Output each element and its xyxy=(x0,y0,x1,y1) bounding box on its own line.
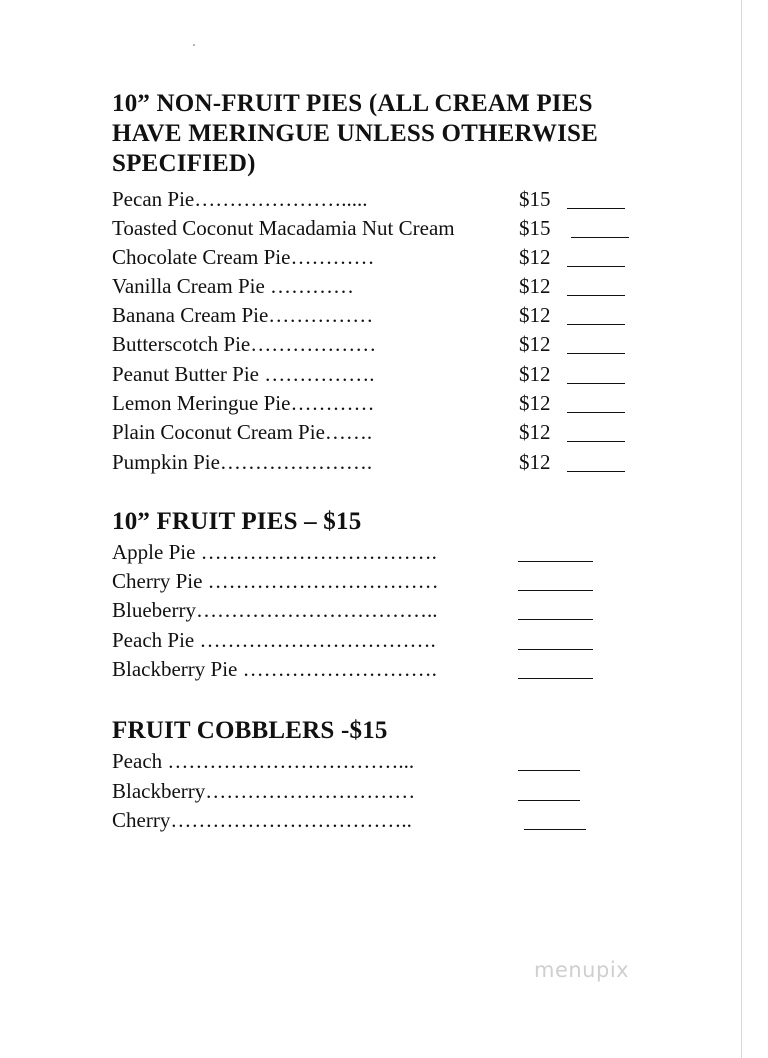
item-label: Peach Pie ……………………………. xyxy=(112,628,436,652)
item-label: Cherry Pie …………………………… xyxy=(112,569,439,593)
menu-item xyxy=(112,567,439,596)
non-fruit-pies-heading xyxy=(112,89,598,179)
quantity-blank[interactable] xyxy=(567,208,625,209)
item-label: Blueberry…………………………….. xyxy=(112,598,438,622)
item-price: $12 xyxy=(519,362,551,386)
item-price: $15 xyxy=(519,216,551,240)
watermark-logo: menupix xyxy=(534,958,630,982)
quantity-blank[interactable] xyxy=(518,800,580,801)
item-label: Vanilla Cream Pie ………… xyxy=(112,274,355,298)
menu-item xyxy=(112,538,437,567)
heading-line: SPECIFIED) xyxy=(112,150,256,177)
heading-line: 10” NON-FRUIT PIES (ALL CREAM PIES xyxy=(112,90,593,117)
item-label: Blackberry………………………… xyxy=(112,779,416,803)
quantity-blank[interactable] xyxy=(567,324,625,325)
item-label: Toasted Coconut Macadamia Nut Cream xyxy=(112,216,455,240)
heading-line: FRUIT COBBLERS -$15 xyxy=(112,717,388,744)
item-label: Cherry…………………………….. xyxy=(112,808,412,832)
item-label: Banana Cream Pie…………… xyxy=(112,303,374,327)
heading-line: 10” FRUIT PIES – $15 xyxy=(112,508,362,535)
quantity-blank[interactable] xyxy=(567,471,625,472)
quantity-blank[interactable] xyxy=(567,266,625,267)
menu-item xyxy=(112,777,416,806)
fruit-pies-heading xyxy=(112,507,361,537)
item-price: $12 xyxy=(519,274,551,298)
item-label: Apple Pie ……………………………. xyxy=(112,540,437,564)
item-price: $12 xyxy=(519,332,551,356)
menu-item xyxy=(112,272,551,301)
quantity-blank[interactable] xyxy=(518,678,593,679)
menu-item xyxy=(112,747,415,776)
quantity-blank[interactable] xyxy=(567,412,625,413)
menu-item xyxy=(112,596,438,625)
quantity-blank[interactable] xyxy=(518,770,580,771)
item-label: Peanut Butter Pie ……………. xyxy=(112,362,375,386)
menu-item xyxy=(112,389,551,418)
menu-item xyxy=(112,360,551,389)
item-label: Pumpkin Pie…………………. xyxy=(112,450,373,474)
menu-item xyxy=(112,214,551,243)
quantity-blank[interactable] xyxy=(524,829,586,830)
item-label: Pecan Pie…………………..... xyxy=(112,187,368,211)
menu-item xyxy=(112,330,551,359)
item-label: Butterscotch Pie……………… xyxy=(112,332,377,356)
item-label: Peach ……………………………... xyxy=(112,749,415,773)
menu-item xyxy=(112,301,551,330)
quantity-blank[interactable] xyxy=(518,619,593,620)
quantity-blank[interactable] xyxy=(567,383,625,384)
scan-speck xyxy=(193,44,195,46)
item-price: $15 xyxy=(519,187,551,211)
quantity-blank[interactable] xyxy=(518,649,593,650)
item-price: $12 xyxy=(519,420,551,444)
heading-line: HAVE MERINGUE UNLESS OTHERWISE xyxy=(112,120,599,147)
scan-edge-line xyxy=(741,0,742,1058)
item-label: Blackberry Pie ………………………. xyxy=(112,657,437,681)
menu-item xyxy=(112,418,551,447)
menu-item xyxy=(112,626,436,655)
menu-item xyxy=(112,655,437,684)
quantity-blank[interactable] xyxy=(567,441,625,442)
quantity-blank[interactable] xyxy=(567,295,625,296)
quantity-blank[interactable] xyxy=(571,237,629,238)
item-label: Chocolate Cream Pie………… xyxy=(112,245,375,269)
fruit-cobblers-heading xyxy=(112,716,388,746)
item-price: $12 xyxy=(519,245,551,269)
item-price: $12 xyxy=(519,303,551,327)
quantity-blank[interactable] xyxy=(518,590,593,591)
menu-item xyxy=(112,185,551,214)
quantity-blank[interactable] xyxy=(518,561,593,562)
menu-item xyxy=(112,448,551,477)
menu-item xyxy=(112,243,551,272)
quantity-blank[interactable] xyxy=(567,353,625,354)
item-label: Plain Coconut Cream Pie……. xyxy=(112,420,373,444)
item-label: Lemon Meringue Pie………… xyxy=(112,391,375,415)
item-price: $12 xyxy=(519,391,551,415)
menu-item xyxy=(112,806,412,835)
item-price: $12 xyxy=(519,450,551,474)
